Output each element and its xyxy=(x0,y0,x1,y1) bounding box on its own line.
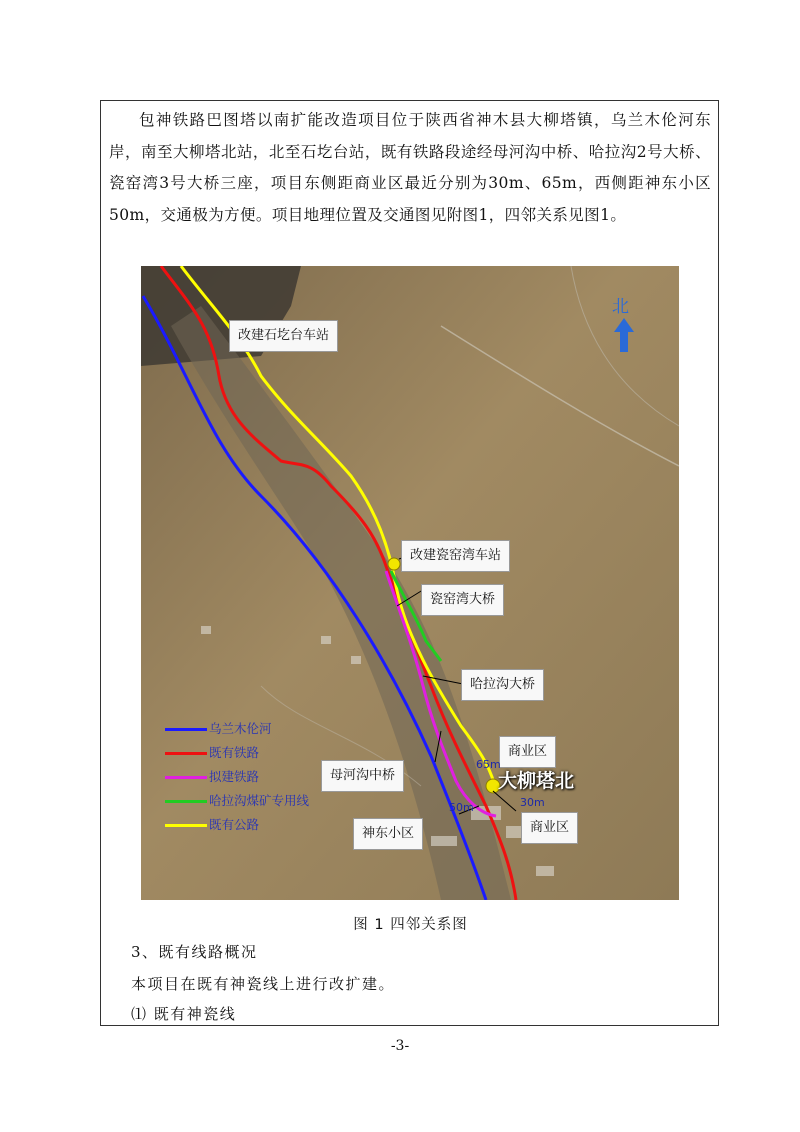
distance-30m: 30m xyxy=(520,796,545,809)
legend-label: 既有铁路 xyxy=(209,745,260,760)
figure-caption: 图 1 四邻关系图 xyxy=(353,917,468,933)
section-text: 本项目在既有神瓷线上进行改扩建。 xyxy=(131,975,396,993)
subsection-heading: ⑴ 既有神瓷线 xyxy=(131,1005,237,1023)
content-frame xyxy=(100,100,719,1026)
page-number: -3- xyxy=(390,1038,410,1054)
legend-swatch xyxy=(165,824,207,827)
legend-label: 乌兰木伦河 xyxy=(209,721,272,736)
legend-swatch xyxy=(165,776,207,779)
legend-label: 拟建铁路 xyxy=(209,769,260,784)
callout-ciyaowan-bridge: 瓷窑湾大桥 xyxy=(421,584,504,616)
legend-label: 既有公路 xyxy=(209,817,260,832)
callout-muhegou-bridge: 母河沟中桥 xyxy=(321,760,404,792)
town-label: 大柳塔北 xyxy=(498,770,575,792)
distance-65m: 65m xyxy=(476,758,501,771)
callout-ciyaowan-station: 改建瓷窑湾车站 xyxy=(401,540,510,572)
north-label: 北 xyxy=(612,297,629,317)
legend-swatch xyxy=(165,752,207,755)
neighborhood-map xyxy=(141,266,679,900)
section-heading: 3、既有线路概况 xyxy=(131,943,258,961)
legend-swatch xyxy=(165,800,207,803)
callout-shigetai-station: 改建石圪台车站 xyxy=(229,320,338,352)
legend-swatch xyxy=(165,728,207,731)
callout-commercial-south: 商业区 xyxy=(521,812,578,844)
callout-shendong-community: 神东小区 xyxy=(353,818,423,850)
callout-halagou-bridge: 哈拉沟大桥 xyxy=(461,669,544,701)
intro-paragraph: 包神铁路巴图塔以南扩能改造项目位于陕西省神木县大柳塔镇，乌兰木伦河东岸，南至大柳塔北站，北至石圪台站，既有铁路段途经母河沟中桥、哈拉沟2号大桥、瓷窑湾3号大桥三座，项目东侧距商业区最近分别为30m、65m，西侧距神东小区50m，交通极为方便。项目地理位置及交通图见附图1，四邻关系见图1。 xyxy=(109,111,711,224)
legend-label: 哈拉沟煤矿专用线 xyxy=(209,793,310,808)
callout-commercial-north: 商业区 xyxy=(499,736,556,768)
distance-50m: 50m xyxy=(449,801,474,814)
